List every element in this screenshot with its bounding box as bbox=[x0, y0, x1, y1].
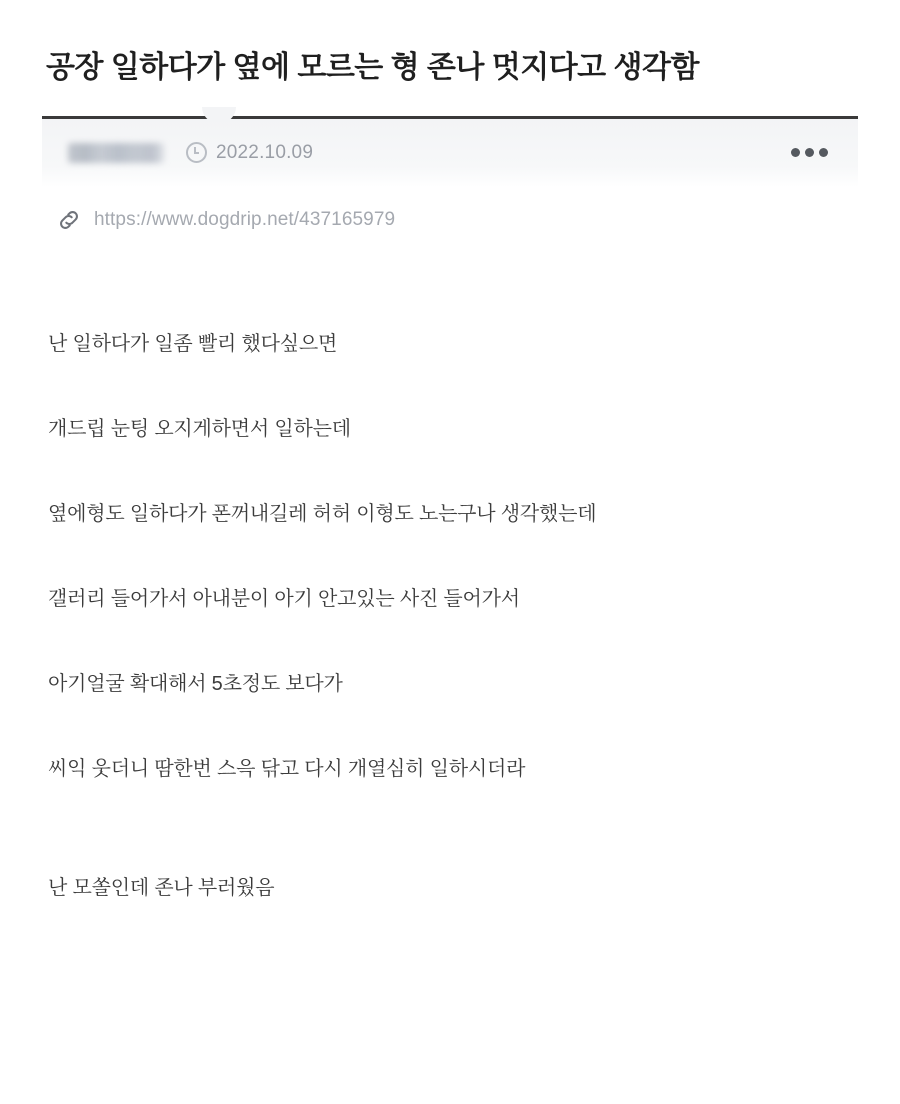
post-meta-card bbox=[42, 116, 858, 187]
more-dot-3 bbox=[819, 148, 828, 157]
body-paragraph: 아기얼굴 확대해서 5초정도 보다가 bbox=[48, 672, 343, 695]
post-date: 2022.10.09 bbox=[216, 141, 314, 163]
more-dot-2 bbox=[805, 148, 814, 157]
body-paragraph: 난 모쏠인데 존나 부러웠음 bbox=[48, 876, 275, 899]
link-icon bbox=[56, 207, 82, 233]
source-url[interactable]: https://www.dogdrip.net/437165979 bbox=[94, 208, 396, 230]
body-paragraph: 개드립 눈팅 오지게하면서 일하는데 bbox=[48, 417, 351, 440]
clock-icon bbox=[186, 142, 207, 163]
body-paragraph: 난 일하다가 일좀 빨리 했다싶으면 bbox=[48, 332, 338, 355]
body-paragraph: 씨익 웃더니 땀한번 스윽 닦고 다시 개열심히 일하시더라 bbox=[48, 757, 526, 780]
meta-card-body bbox=[42, 119, 858, 187]
body-paragraph: 갤러리 들어가서 아내분이 아기 안고있는 사진 들어가서 bbox=[48, 587, 520, 610]
body-paragraph: 옆에형도 일하다가 폰꺼내길레 허허 이형도 노는구나 생각했는데 bbox=[48, 502, 597, 525]
author-name-masked bbox=[68, 143, 164, 163]
post-body bbox=[0, 233, 900, 904]
more-dot-1 bbox=[791, 148, 800, 157]
more-options-icon[interactable] bbox=[791, 148, 840, 157]
source-url-row[interactable] bbox=[0, 187, 900, 233]
post-page bbox=[0, 20, 900, 1104]
page-title: 공장 일하다가 옆에 모르는 형 존나 멋지다고 생각함 bbox=[46, 51, 699, 85]
